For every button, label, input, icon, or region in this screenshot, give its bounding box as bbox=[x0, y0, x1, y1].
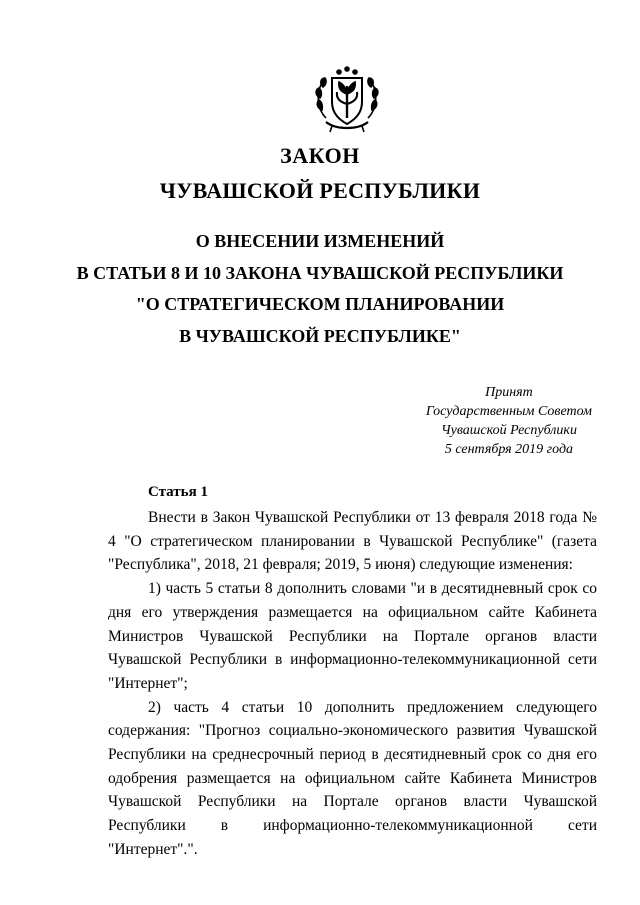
law-republic-title: ЧУВАШСКОЙ РЕСПУБЛИКИ bbox=[159, 178, 481, 203]
article-paragraph: Внести в Закон Чувашской Республики от 13 февраля 2018 года № 4 "О стратегическом планировании в Чувашской Республике" (газета "Республика", 2018, 21 февраля; 2019, 5 июня) следующие изменения: bbox=[108, 509, 597, 574]
subtitle-line: В СТАТЬИ 8 И 10 ЗАКОНА ЧУВАШСКОЙ РЕСПУБЛИКИ bbox=[76, 262, 564, 283]
adoption-line: Государственным Советом bbox=[425, 404, 592, 419]
law-title: ЗАКОН bbox=[280, 143, 360, 168]
article-paragraph: 1) часть 5 статьи 8 дополнить словами "и в десятидневный срок со дня его утверждения размещается на официальном сайте Кабинета Министров Чувашской Республики на Портале органов власти Чувашской Республики в информационно-телекоммуникационной сети "Интернет"; bbox=[108, 580, 597, 692]
article-body bbox=[108, 506, 597, 862]
adoption-line: Принят bbox=[485, 385, 533, 400]
article-heading: Статья 1 bbox=[148, 484, 208, 500]
adoption-date: 5 сентября 2019 года bbox=[444, 442, 574, 457]
subtitle-line: О ВНЕСЕНИИ ИЗМЕНЕНИЙ bbox=[195, 231, 445, 251]
subtitle-line: "О СТРАТЕГИЧЕСКОМ ПЛАНИРОВАНИИ bbox=[135, 294, 505, 314]
subtitle-line: В ЧУВАШСКОЙ РЕСПУБЛИКЕ" bbox=[179, 325, 461, 346]
adoption-block bbox=[426, 383, 592, 459]
article-paragraph: 2) часть 4 статьи 10 дополнить предложением следующего содержания: "Прогноз социально-экономического развития Чувашской Республики на среднесрочный период в десятидневный срок со дня его одобрения размещается на официальном сайте Кабинета Министров Чувашской Республики на Портале органов власти Чувашской Республики в информационно-телекоммуникационной сети "Интернет".". bbox=[108, 698, 597, 858]
adoption-line: Чувашской Республики bbox=[440, 423, 577, 438]
chuvash-republic-emblem-icon bbox=[312, 60, 382, 136]
law-subtitle bbox=[0, 226, 640, 352]
